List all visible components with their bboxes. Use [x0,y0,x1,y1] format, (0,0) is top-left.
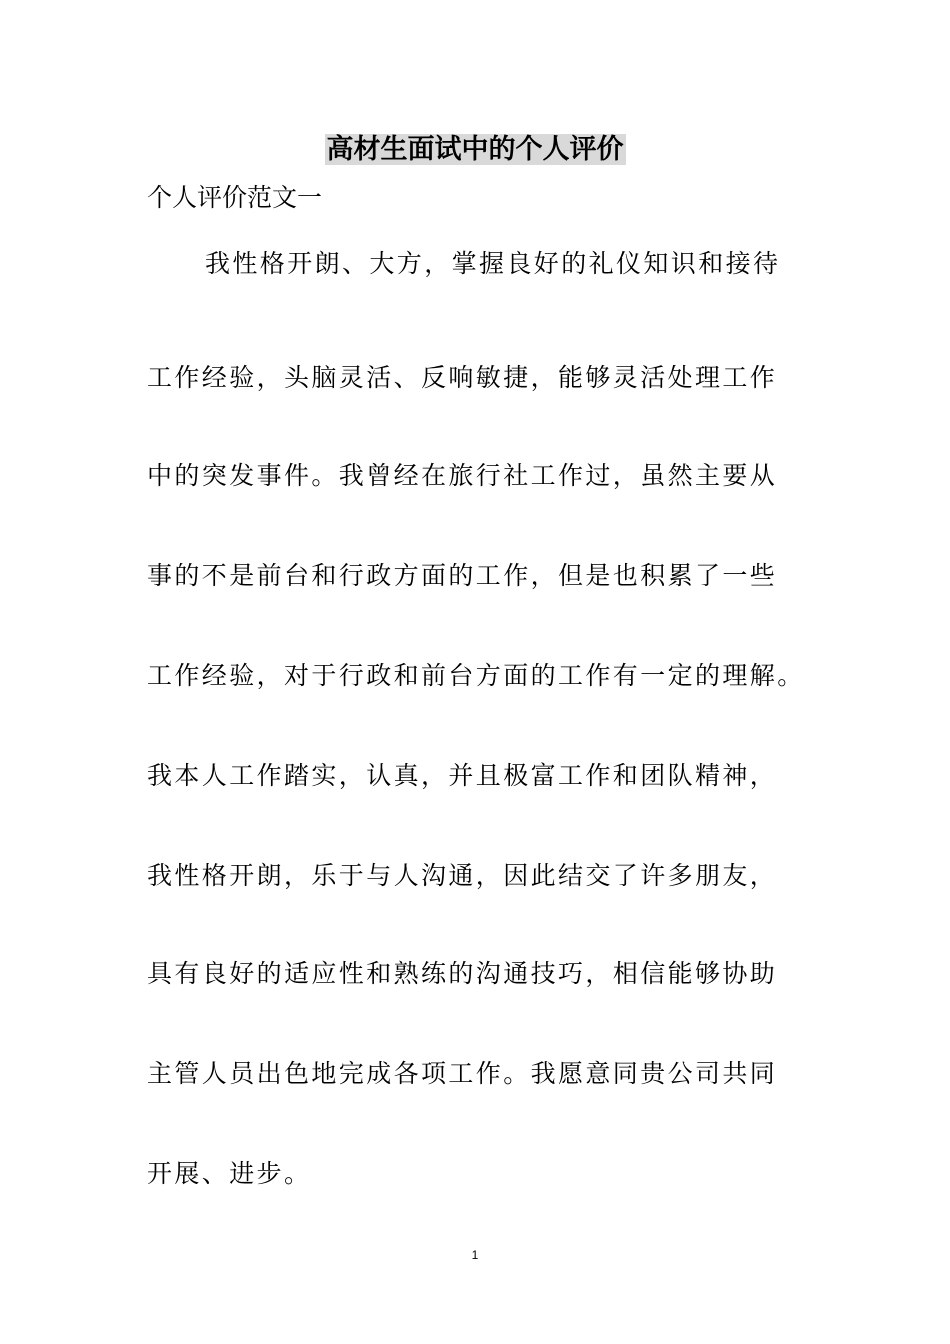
document-title [0,130,950,170]
body-line-1: 我性格开朗、大方，掌握良好的礼仪知识和接待 [205,249,781,278]
body-line-9: 主管人员出色地完成各项工作。我愿意同贵公司共同 [147,1059,778,1088]
document-title-text: 高材生面试中的个人评价 [326,134,624,165]
body-line-10: 开展、进步。 [147,1159,312,1188]
section-subtitle: 个人评价范文一 [147,183,323,212]
body-line-7: 我性格开朗，乐于与人沟通，因此结交了许多朋友， [147,861,778,890]
page-number: 1 [471,1248,479,1262]
body-line-3: 中的突发事件。我曾经在旅行社工作过，虽然主要从 [147,461,778,490]
body-line-6: 我本人工作踏实，认真，并且极富工作和团队精神， [147,761,778,790]
body-line-8: 具有良好的适应性和熟练的沟通技巧，相信能够协助 [147,959,778,988]
body-line-5: 工作经验，对于行政和前台方面的工作有一定的理解。 [147,661,805,690]
body-line-4: 事的不是前台和行政方面的工作，但是也积累了一些 [147,561,778,590]
body-line-2: 工作经验，头脑灵活、反响敏捷，能够灵活处理工作 [147,363,778,392]
